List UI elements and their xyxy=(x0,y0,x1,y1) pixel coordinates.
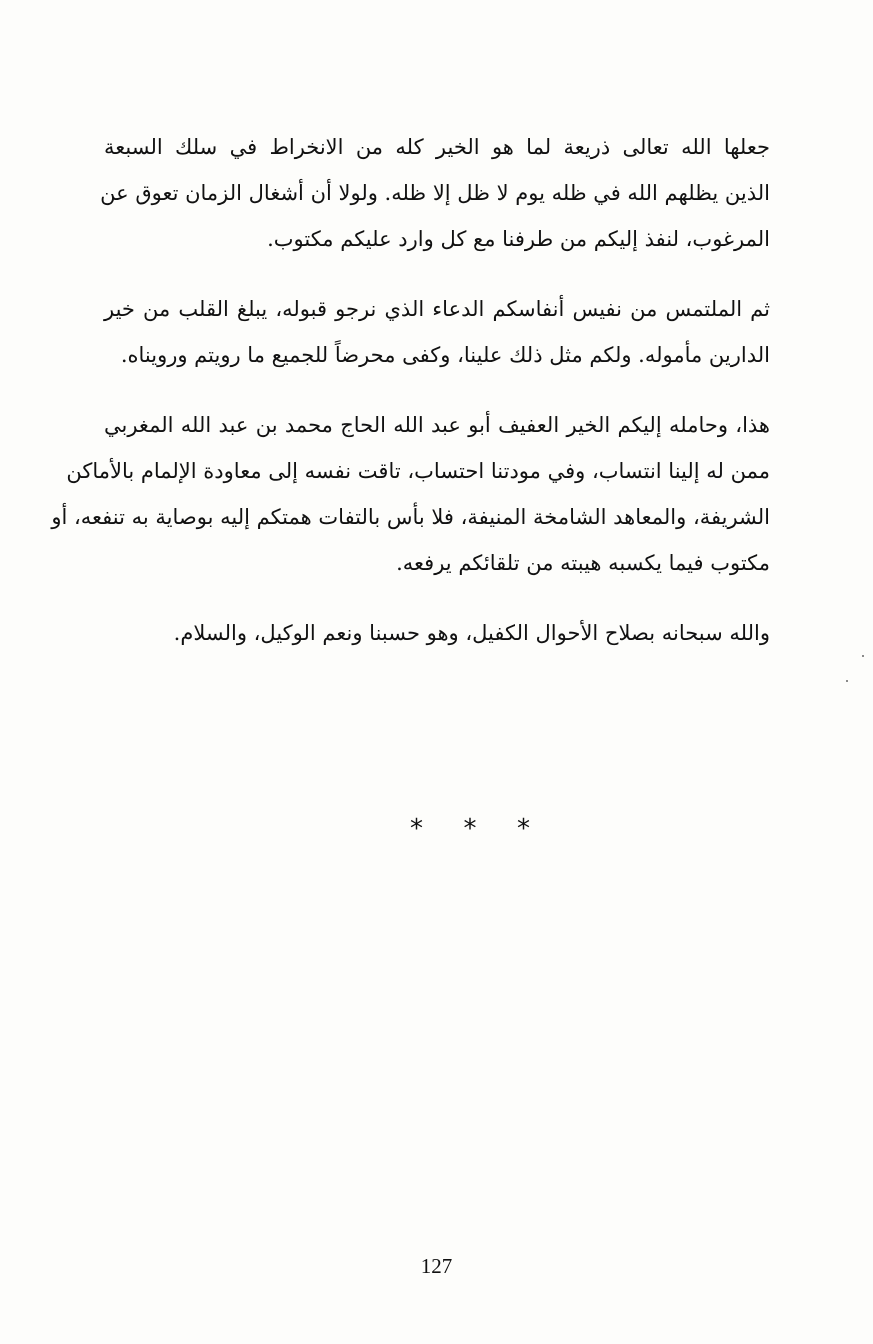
text-line: الشريفة، والمعاهد الشامخة المنيفة، فلا بأس بالتفات همتكم إليه بوصاية به تنفعه، أو xyxy=(51,505,770,529)
page-number: 127 xyxy=(420,1254,453,1278)
text-line: ممن له إلينا انتساب، وفي مودتنا احتساب، تاقت نفسه إلى معاودة الإلمام بالأماكن xyxy=(66,459,770,483)
text-line: ثم الملتمس من نفيس أنفاسكم الدعاء الذي نرجو قبوله، يبلغ القلب من خير xyxy=(104,297,770,321)
paragraph xyxy=(104,286,770,378)
section-separator xyxy=(410,814,530,844)
text-line: والله سبحانه بصلاح الأحوال الكفيل، وهو حسبنا ونعم الوكيل، والسلام. xyxy=(173,621,770,645)
text-line: المرغوب، لنفذ إليكم من طرفنا مع كل وارد عليكم مكتوب. xyxy=(267,227,770,251)
text-line: الذين يظلهم الله في ظله يوم لا ظل إلا ظله. ولولا أن أشغال الزمان تعوق عن xyxy=(100,181,770,205)
asterisk-mark: * xyxy=(463,814,477,844)
body-text xyxy=(51,124,771,680)
text-line: جعلها الله تعالى ذريعة لما هو الخير كله من الانخراط في سلك السبعة xyxy=(104,135,770,159)
text-line: مكتوب فيما يكسبه هيبته من تلقائكم يرفعه. xyxy=(396,551,770,575)
asterisk-mark: * xyxy=(517,814,530,844)
scan-speck xyxy=(862,655,864,657)
paragraph xyxy=(51,402,771,586)
paragraph xyxy=(100,124,770,262)
paragraph xyxy=(104,610,770,656)
asterisk-mark: * xyxy=(410,814,423,844)
text-line: هذا، وحامله إليكم الخير العفيف أبو عبد الله الحاج محمد بن عبد الله المغربي xyxy=(104,413,771,437)
text-line: الدارين مأموله. ولكم مثل ذلك علينا، وكفى محرضاً للجميع ما رويتم ورويناه. xyxy=(120,343,770,367)
scan-speck xyxy=(846,680,848,682)
